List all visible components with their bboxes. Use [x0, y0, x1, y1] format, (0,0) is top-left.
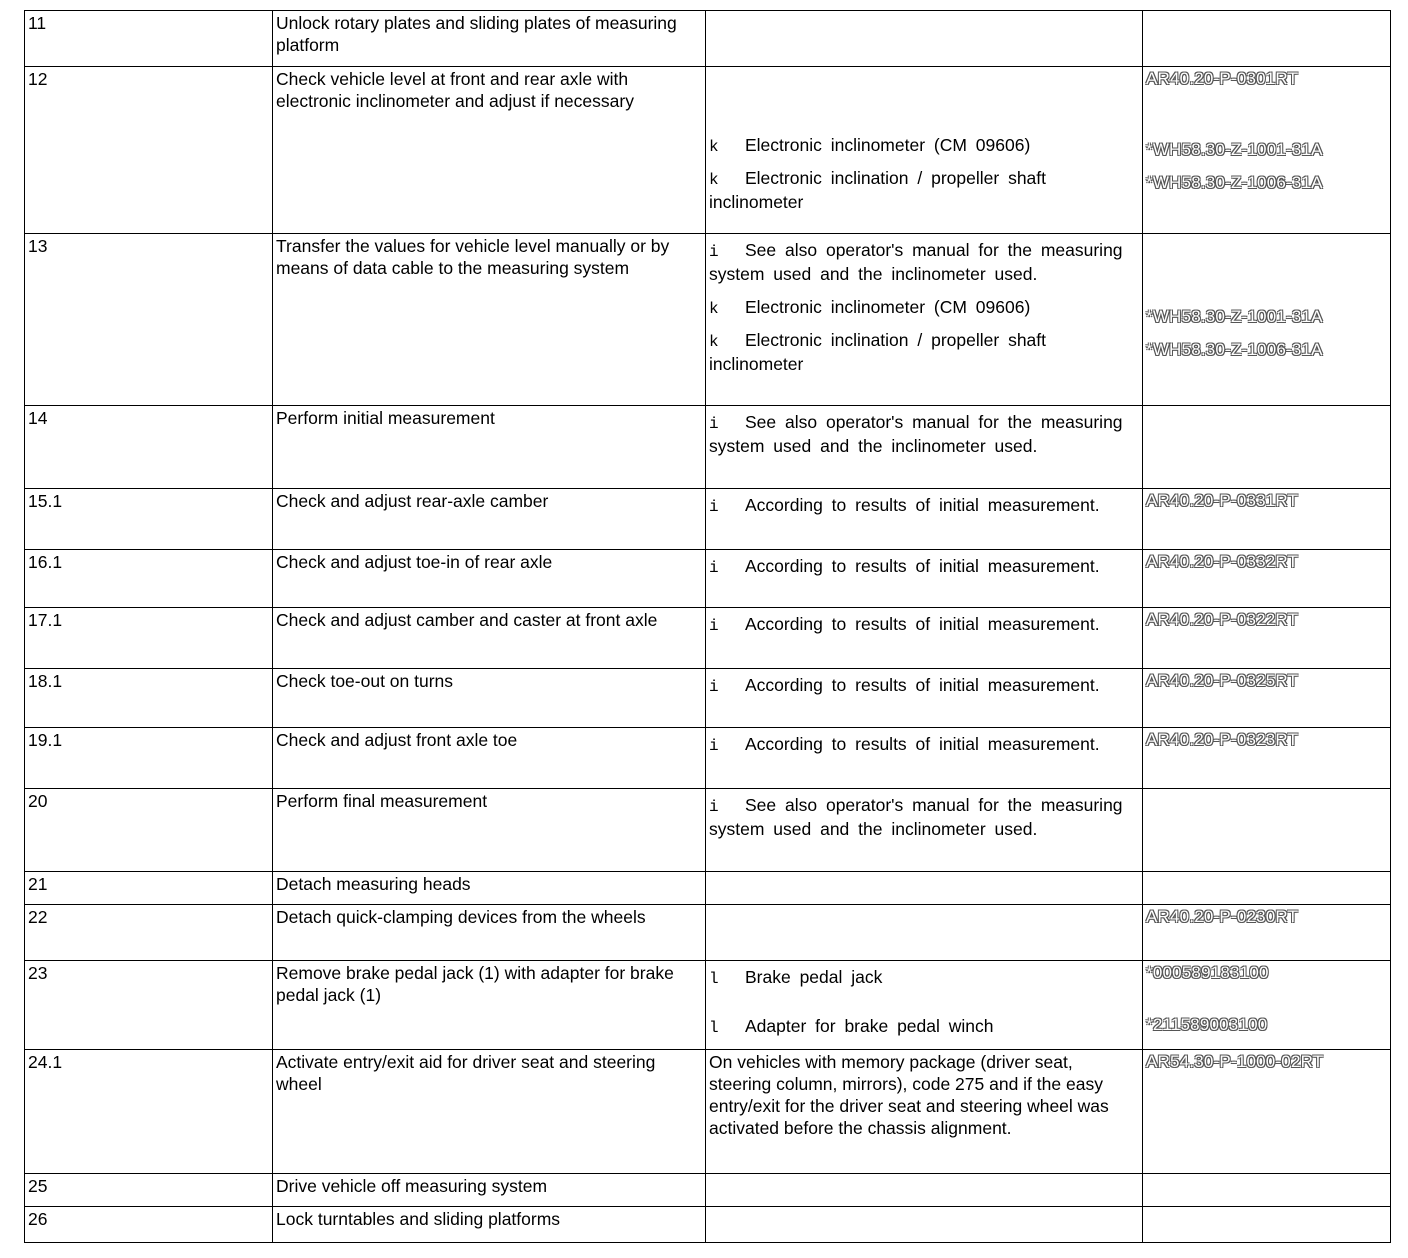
tool-reference[interactable]: *211589003100 [1146, 1015, 1268, 1034]
step-number: 21 [25, 872, 273, 905]
info-icon: i [709, 617, 719, 635]
step-notes [706, 67, 1143, 234]
step-action: Check toe-out on turns [273, 669, 706, 728]
step-action: Check vehicle level at front and rear axle with electronic inclinometer and adjust if necessary [273, 67, 706, 234]
step-notes: On vehicles with memory package (driver seat, steering column, mirrors), code 275 and if the easy entry/exit for the driver seat and steering wheel was activated before the chassis alignment. [706, 1050, 1143, 1174]
info-icon: i [709, 559, 719, 577]
table-row [25, 872, 1391, 905]
tool-reference[interactable]: *000589183100 [1146, 963, 1269, 982]
step-notes [706, 234, 1143, 406]
step-action: Remove brake pedal jack (1) with adapter for brake pedal jack (1) [273, 961, 706, 1050]
tool-icon: l [709, 970, 719, 988]
step-notes [706, 669, 1143, 728]
tool-icon: k [709, 333, 719, 351]
table-row [25, 11, 1391, 67]
tool-reference[interactable]: *WH58.30-Z-1006-31A [1146, 340, 1323, 359]
table-row [25, 1207, 1391, 1243]
step-action: Transfer the values for vehicle level manually or by means of data cable to the measuring system [273, 234, 706, 406]
info-note: i See also operator's manual for the measuring system used and the inclinometer used. [709, 240, 1123, 284]
procedure-table [24, 10, 1391, 1243]
info-note: i According to results of initial measurement. [709, 675, 1100, 696]
step-number: 23 [25, 961, 273, 1050]
tool-note: l Brake pedal jack [709, 967, 883, 988]
step-action: Detach quick-clamping devices from the wheels [273, 905, 706, 961]
step-reference [1143, 961, 1391, 1050]
reference-link[interactable]: AR40.20-P-0322RT [1146, 610, 1299, 629]
step-reference [1143, 1050, 1391, 1174]
info-note: i According to results of initial measurement. [709, 734, 1100, 755]
reference-link[interactable]: AR40.20-P-0325RT [1146, 671, 1299, 690]
table-row [25, 67, 1391, 234]
step-number: 11 [25, 11, 273, 67]
info-note: i According to results of initial measurement. [709, 495, 1100, 516]
table-row [25, 406, 1391, 489]
step-action: Check and adjust front axle toe [273, 728, 706, 789]
step-reference [1143, 1207, 1391, 1243]
step-notes [706, 905, 1143, 961]
table-row [25, 234, 1391, 406]
info-icon: i [709, 243, 719, 261]
tool-reference[interactable]: *WH58.30-Z-1001-31A [1146, 140, 1323, 159]
table-row [25, 728, 1391, 789]
info-note: i According to results of initial measurement. [709, 556, 1100, 577]
step-reference [1143, 789, 1391, 872]
step-notes [706, 550, 1143, 608]
tool-icon: k [709, 300, 719, 318]
info-icon: i [709, 678, 719, 696]
step-number: 20 [25, 789, 273, 872]
step-notes [706, 728, 1143, 789]
step-notes [706, 489, 1143, 550]
step-reference [1143, 489, 1391, 550]
step-notes [706, 872, 1143, 905]
tool-icon: l [709, 1019, 719, 1037]
step-number: 14 [25, 406, 273, 489]
table-row [25, 489, 1391, 550]
step-number: 22 [25, 905, 273, 961]
step-reference [1143, 669, 1391, 728]
table-row [25, 1174, 1391, 1207]
step-action: Check and adjust rear-axle camber [273, 489, 706, 550]
step-number: 13 [25, 234, 273, 406]
step-number: 12 [25, 67, 273, 234]
step-action: Activate entry/exit aid for driver seat and steering wheel [273, 1050, 706, 1174]
step-reference [1143, 550, 1391, 608]
info-icon: i [709, 415, 719, 433]
step-reference [1143, 11, 1391, 67]
step-reference [1143, 905, 1391, 961]
tool-note: k Electronic inclinometer (CM 09606) [709, 135, 1031, 156]
reference-link[interactable]: AR40.20-P-0331RT [1146, 491, 1299, 510]
step-reference [1143, 1174, 1391, 1207]
info-icon: i [709, 798, 719, 816]
tool-reference[interactable]: *WH58.30-Z-1006-31A [1146, 173, 1323, 192]
step-number: 19.1 [25, 728, 273, 789]
tool-reference[interactable]: *WH58.30-Z-1001-31A [1146, 307, 1323, 326]
step-action: Lock turntables and sliding platforms [273, 1207, 706, 1243]
step-reference [1143, 608, 1391, 669]
info-note: i See also operator's manual for the measuring system used and the inclinometer used. [709, 795, 1123, 839]
table-row [25, 550, 1391, 608]
tool-note: k Electronic inclinometer (CM 09606) [709, 297, 1031, 318]
info-note: i See also operator's manual for the measuring system used and the inclinometer used. [709, 412, 1123, 456]
tool-note: k Electronic inclination / propeller shaft inclinometer [709, 168, 1047, 212]
step-notes [706, 608, 1143, 669]
step-action: Detach measuring heads [273, 872, 706, 905]
tool-note: l Adapter for brake pedal winch [709, 1016, 994, 1037]
step-action: Check and adjust camber and caster at front axle [273, 608, 706, 669]
step-notes [706, 961, 1143, 1050]
table-row [25, 669, 1391, 728]
tool-note: k Electronic inclination / propeller shaft inclinometer [709, 330, 1047, 374]
step-number: 24.1 [25, 1050, 273, 1174]
info-note: i According to results of initial measurement. [709, 614, 1100, 635]
step-reference [1143, 67, 1391, 234]
step-notes [706, 1174, 1143, 1207]
step-action: Unlock rotary plates and sliding plates of measuring platform [273, 11, 706, 67]
step-notes [706, 11, 1143, 67]
step-action: Perform initial measurement [273, 406, 706, 489]
step-number: 26 [25, 1207, 273, 1243]
tool-icon: k [709, 138, 719, 156]
step-notes [706, 406, 1143, 489]
reference-link[interactable]: AR40.20-P-0323RT [1146, 730, 1299, 749]
table-row [25, 608, 1391, 669]
step-reference [1143, 872, 1391, 905]
step-reference [1143, 234, 1391, 406]
step-action: Check and adjust toe-in of rear axle [273, 550, 706, 608]
step-action: Drive vehicle off measuring system [273, 1174, 706, 1207]
info-icon: i [709, 498, 719, 516]
table-row [25, 961, 1391, 1050]
tool-icon: k [709, 171, 719, 189]
step-reference [1143, 406, 1391, 489]
step-notes [706, 789, 1143, 872]
table-row [25, 789, 1391, 872]
step-reference [1143, 728, 1391, 789]
table-row [25, 905, 1391, 961]
table-row [25, 1050, 1391, 1174]
step-number: 17.1 [25, 608, 273, 669]
step-notes [706, 1207, 1143, 1243]
reference-link[interactable]: AR40.20-P-0301RT [1146, 69, 1299, 88]
step-number: 16.1 [25, 550, 273, 608]
step-number: 25 [25, 1174, 273, 1207]
step-number: 15.1 [25, 489, 273, 550]
reference-link[interactable]: AR40.20-P-0230RT [1146, 907, 1299, 926]
step-number: 18.1 [25, 669, 273, 728]
reference-link[interactable]: AR54.30-P-1000-02RT [1146, 1052, 1324, 1071]
reference-link[interactable]: AR40.20-P-0332RT [1146, 552, 1299, 571]
step-action: Perform final measurement [273, 789, 706, 872]
info-icon: i [709, 737, 719, 755]
